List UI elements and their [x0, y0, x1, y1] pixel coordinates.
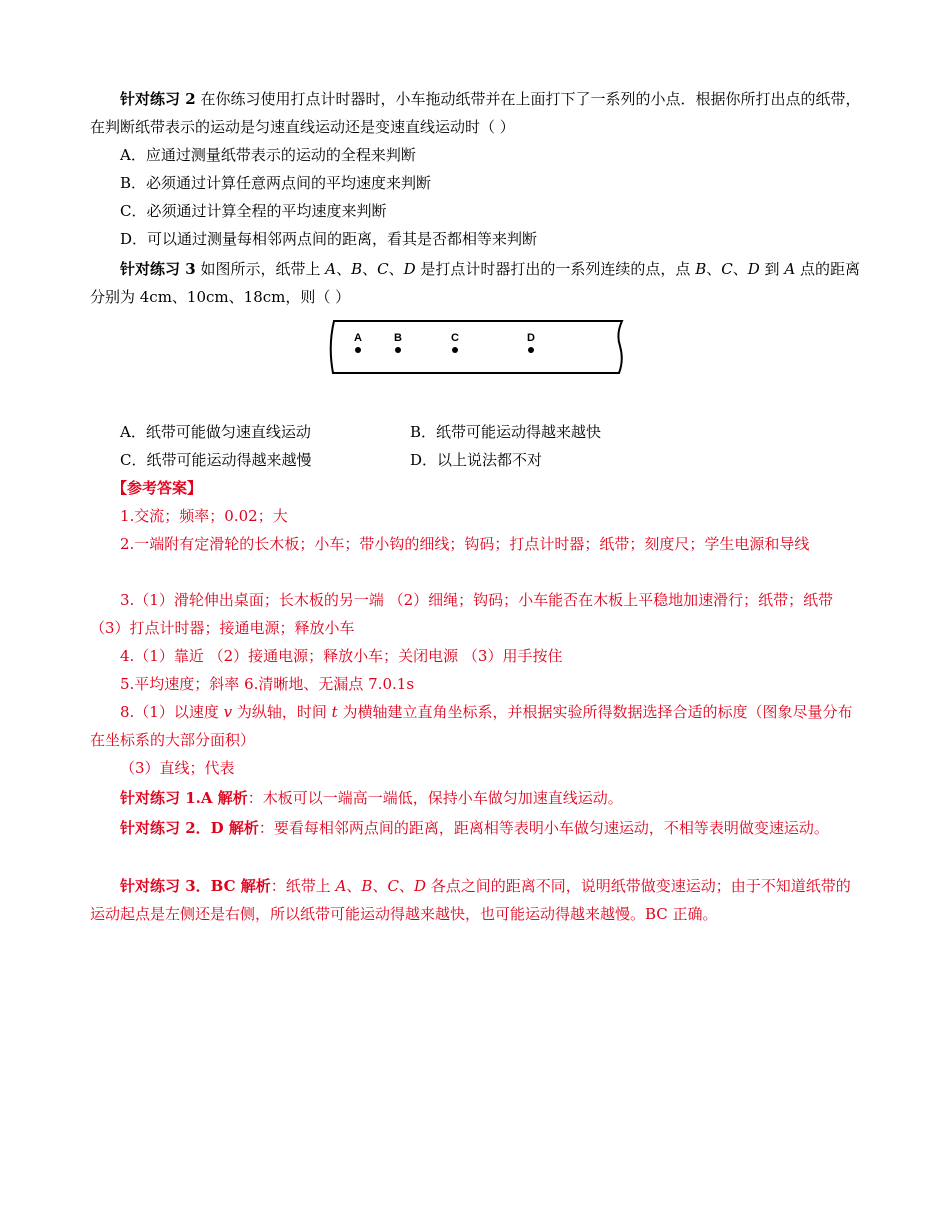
- q2-option-d: D．可以通过测量每相邻两点间的距离，看其是否都相等来判断: [120, 230, 538, 248]
- q2-label: 针对练习 2: [120, 90, 196, 108]
- answer-5-7: 5.平均速度；斜率 6.清晰地、无漏点 7.0.1s: [120, 675, 415, 693]
- practice-1-answer: 针对练习 1.A 解析：木板可以一端高一端低，保持小车做匀加速直线运动。: [120, 789, 623, 807]
- q3-option-d: D．以上说法都不对: [410, 451, 543, 469]
- tape-outline: [331, 321, 622, 373]
- answer-8-3: （3）直线；代表: [120, 759, 235, 777]
- tape-dot-c: [452, 347, 458, 353]
- tape-label-a: A: [354, 332, 362, 344]
- tape-dot-d: [528, 347, 534, 353]
- q3-label: 针对练习 3: [120, 260, 196, 278]
- answer-4: 4.（1）靠近 （2）接通电源；释放小车；关闭电源 （3）用手按住: [120, 647, 563, 665]
- q3-stem: 针对练习 3 如图所示，纸带上 A、B、C、D 是打点计时器打出的一系列连续的点，点 B、C、D 到 A 点的距离分别为 4cm、10cm、18cm，则（ ）: [90, 260, 860, 306]
- q2-option-b: B．必须通过计算任意两点间的平均速度来判断: [120, 174, 432, 192]
- tape-label-b: B: [394, 332, 402, 344]
- answer-2: 2.一端附有定滑轮的长木板；小车；带小钩的细线；钩码；打点计时器；纸带；刻度尺；学生电源和导线: [120, 535, 810, 553]
- answers-header: 【参考答案】: [112, 479, 203, 497]
- q3-option-c: C．纸带可能运动得越来越慢: [120, 451, 312, 469]
- paper-tape-diagram: [326, 318, 628, 378]
- q2-option-a: A．应通过测量纸带表示的运动的全程来判断: [120, 146, 416, 164]
- tape-dot-a: [355, 347, 361, 353]
- practice-2-answer: 针对练习 2．D 解析：要看每相邻两点间的距离，距离相等表明小车做匀速运动，不相等表明做变速运动。: [120, 819, 829, 837]
- tape-dot-b: [395, 347, 401, 353]
- q3-option-a: A．纸带可能做匀速直线运动: [120, 423, 311, 441]
- answer-1: 1.交流；频率；0.02；大: [120, 507, 288, 525]
- tape-label-d: D: [527, 332, 535, 344]
- q3-option-b: B．纸带可能运动得越来越快: [410, 423, 602, 441]
- q2-stem: 针对练习 2 在你练习使用打点计时器时，小车拖动纸带并在上面打下了一系列的小点．根据你所打出点的纸带，在判断纸带表示的运动是匀速直线运动还是变速直线运动时（ ）: [90, 90, 861, 136]
- answer-3: 3.（1）滑轮伸出桌面；长木板的另一端 （2）细绳；钩码；小车能否在木板上平稳地加速滑行；纸带；纸带 （3）打点计时器；接通电源；释放小车: [90, 591, 834, 637]
- practice-3-answer: 针对练习 3．BC 解析：纸带上 A、B、C、D 各点之间的距离不同，说明纸带做变速运动；由于不知道纸带的运动起点是左侧还是右侧，所以纸带可能运动得越来越快，也可能运动得越来越慢。BC 正确。: [90, 877, 851, 923]
- answer-8: 8.（1）以速度 v 为纵轴，时间 t 为横轴建立直角坐标系，并根据实验所得数据选择合适的标度（图象尽量分布在坐标系的大部分面积）: [90, 703, 853, 749]
- q2-option-c: C．必须通过计算全程的平均速度来判断: [120, 202, 387, 220]
- tape-label-c: C: [451, 332, 459, 344]
